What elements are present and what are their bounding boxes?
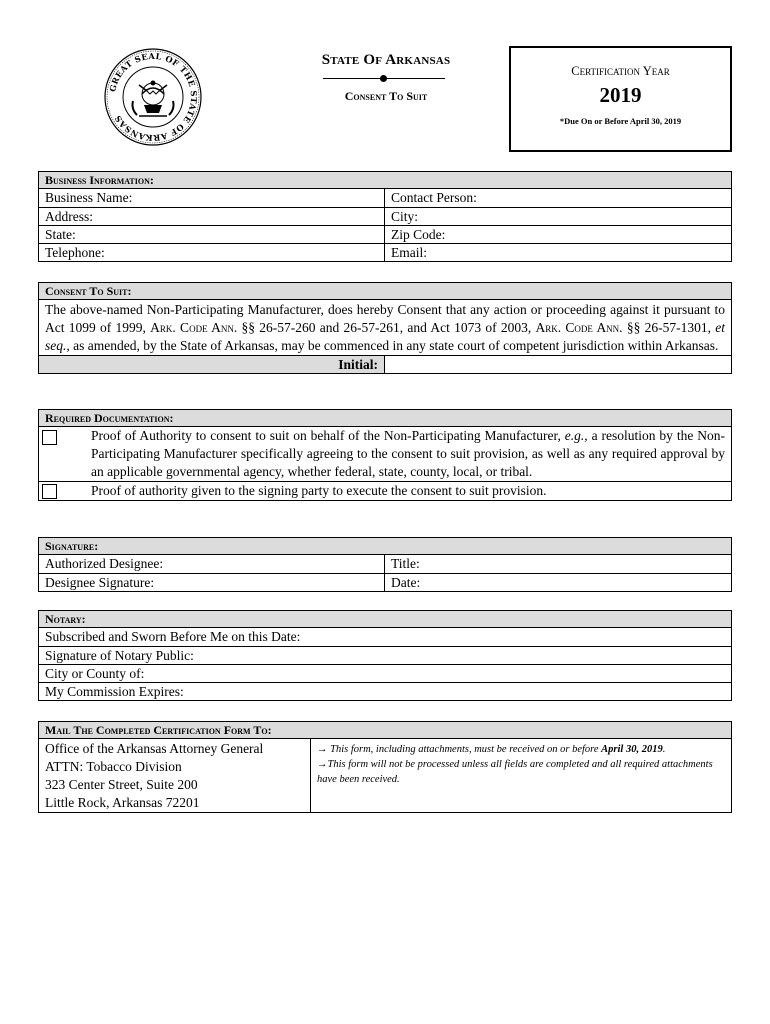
state-field[interactable]: State:	[39, 226, 385, 243]
consent-to-suit-section	[38, 282, 732, 374]
code-citation: Ark. Code Ann.	[150, 320, 238, 335]
code-citation: Ark. Code Ann.	[535, 320, 623, 335]
address-line: Office of the Arkansas Attorney General	[45, 741, 264, 756]
form-row	[39, 555, 731, 573]
completion-note: →This form will not be processed unless all fields are completed and all required attachments have been received.	[317, 759, 713, 785]
certification-year-label: Certification Year	[571, 64, 670, 78]
address-line: Little Rock, Arkansas 72201	[45, 795, 200, 810]
consent-statement	[39, 300, 731, 355]
signing-authority-checkbox[interactable]	[39, 482, 61, 500]
eg-text: e.g.	[564, 428, 585, 443]
form-row	[39, 646, 731, 664]
form-row	[39, 189, 731, 207]
mail-to-section	[38, 721, 732, 813]
form-row	[39, 573, 731, 591]
documentation-item-text: Proof of authority given to the signing party to execute the consent to suit provision.	[91, 483, 547, 498]
note-text: → This form, including attachments, must be received on or before	[317, 744, 602, 755]
seal-lettering: GREAT SEAL OF THE STATE OF ARKANSAS	[107, 50, 200, 144]
initial-label: Initial:	[39, 356, 385, 373]
city-or-county-field[interactable]: City or County of:	[45, 666, 145, 681]
svg-text:GREAT SEAL OF THE STATE OF ARK	[107, 51, 199, 143]
note-text: .	[662, 744, 666, 755]
form-row	[39, 682, 731, 700]
business-information-section	[38, 171, 732, 262]
commission-expires-field[interactable]: My Commission Expires:	[45, 684, 184, 699]
deadline-date: April 30, 2019	[601, 744, 663, 755]
mailing-address	[39, 739, 311, 812]
consent-text: The above-named Non-Participating Manufacturer, does hereby Consent that any action or proceeding against it pursuant to Act 1099 of 1999,	[45, 302, 725, 335]
notary-signature-field[interactable]: Signature of Notary Public:	[45, 648, 194, 663]
initial-row	[39, 355, 731, 373]
title-field[interactable]: Title:	[391, 556, 420, 571]
consent-text: , as amended, by the State of Arkansas, may be commenced in any state court of competent jurisdiction within Arkansas.	[66, 338, 719, 353]
initial-field[interactable]	[385, 356, 731, 373]
designee-signature-field[interactable]: Designee Signature:	[39, 574, 385, 591]
title-divider	[323, 73, 445, 83]
telephone-field[interactable]: Telephone:	[39, 244, 385, 261]
sworn-date-field[interactable]: Subscribed and Sworn Before Me on this Date:	[45, 629, 301, 644]
notary-heading: Notary:	[39, 611, 731, 628]
authorized-designee-field[interactable]: Authorized Designee:	[39, 555, 385, 573]
form-title: State Of Arkansas	[321, 52, 451, 68]
city-field[interactable]: City:	[391, 209, 419, 224]
documentation-item	[39, 427, 731, 481]
contact-person-field[interactable]: Contact Person:	[391, 190, 477, 205]
address-line: ATTN: Tobacco Division	[45, 759, 182, 774]
address-field[interactable]: Address:	[39, 208, 385, 225]
email-field[interactable]: Email:	[391, 245, 427, 260]
required-documentation-section	[38, 409, 732, 501]
certification-year-value: 2019	[599, 83, 642, 107]
signature-section	[38, 537, 732, 592]
zip-code-field[interactable]: Zip Code:	[391, 227, 446, 242]
item-text: , a resolution by the Non-Participating Manufacturer specifically agreeing to the consent to suit provision, as well as any required approval by an applicable governmental agency, whether federal, state, county, local, or tribal.	[91, 428, 725, 479]
business-information-heading: Business Information:	[39, 172, 731, 189]
deadline-note	[317, 742, 725, 757]
form-row	[39, 628, 731, 646]
et-seq-text: et seq.	[45, 320, 725, 353]
required-documentation-heading: Required Documentation:	[39, 410, 731, 427]
form-row	[39, 225, 731, 243]
form-subtitle: Consent To Suit	[344, 89, 428, 103]
signature-heading: Signature:	[39, 538, 731, 555]
address-line: 323 Center Street, Suite 200	[45, 777, 198, 792]
form-row	[39, 207, 731, 225]
consent-text: §§ 26-57-260 and 26-57-261, and Act 1073 of 2003,	[237, 320, 536, 335]
form-row	[39, 243, 731, 261]
certification-year-box	[509, 46, 732, 152]
consent-text: §§ 26-57-1301,	[622, 320, 716, 335]
documentation-item	[39, 481, 731, 500]
state-seal-logo	[103, 47, 203, 147]
item-text: Proof of Authority to consent to suit on behalf of the Non-Participating Manufacturer,	[91, 428, 565, 443]
form-row	[39, 664, 731, 682]
notary-section	[38, 610, 732, 701]
date-field[interactable]: Date:	[391, 575, 421, 590]
mail-to-heading: Mail The Completed Certification Form To:	[39, 722, 731, 739]
documentation-item-text	[61, 427, 731, 481]
proof-of-authority-checkbox[interactable]	[39, 427, 61, 481]
business-name-field[interactable]: Business Name:	[39, 189, 385, 207]
due-date-note: *Due On or Before April 30, 2019	[559, 116, 682, 126]
mail-notes	[311, 739, 731, 812]
consent-to-suit-heading: Consent To Suit:	[39, 283, 731, 300]
